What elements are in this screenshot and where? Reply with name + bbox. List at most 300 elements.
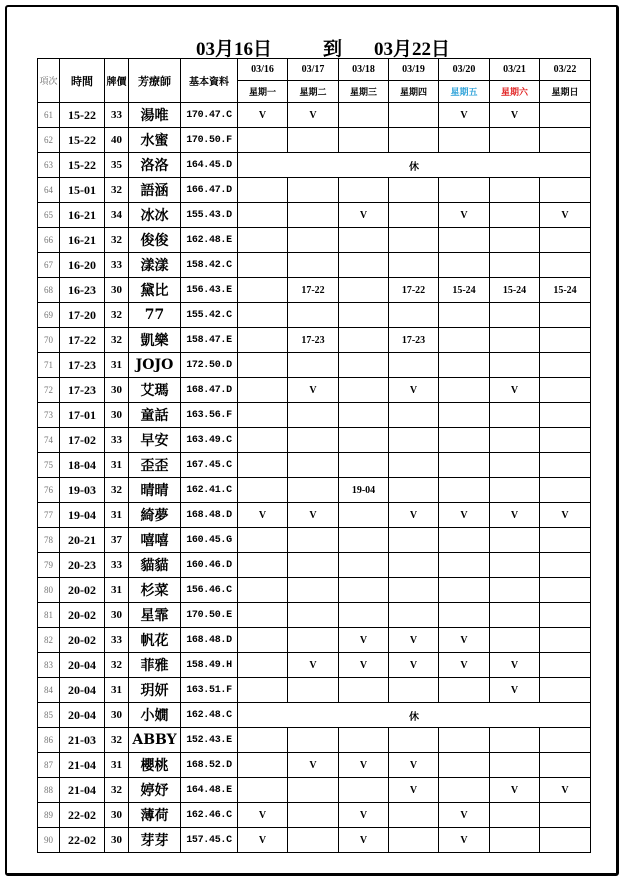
table-row	[38, 403, 591, 428]
table-row	[38, 228, 591, 253]
table-row	[38, 678, 591, 703]
table-row	[38, 703, 591, 728]
row-price: 32	[105, 303, 129, 328]
row-basic-info: 155.42.C	[181, 303, 238, 328]
row-therapist-name: 菲雅	[129, 653, 181, 678]
header-weekday-saturday: 星期六	[490, 81, 540, 103]
row-therapist-name: 漾漾	[129, 253, 181, 278]
schedule-cell: V	[389, 628, 439, 653]
row-basic-info: 162.48.C	[181, 703, 238, 728]
schedule-cell	[490, 428, 540, 453]
schedule-cell	[339, 603, 389, 628]
row-basic-info: 163.56.F	[181, 403, 238, 428]
row-therapist-name: ABBY	[129, 728, 181, 753]
schedule-cell: V	[339, 753, 389, 778]
schedule-cell: V	[288, 653, 339, 678]
schedule-cell	[339, 453, 389, 478]
schedule-cell	[439, 753, 490, 778]
schedule-cell	[288, 578, 339, 603]
schedule-cell	[540, 128, 591, 153]
header-info: 基本資料	[181, 59, 238, 103]
schedule-cell	[389, 828, 439, 853]
schedule-cell	[238, 453, 288, 478]
row-time: 20-02	[60, 628, 105, 653]
header-price: 牌價	[105, 59, 129, 103]
schedule-cell	[238, 328, 288, 353]
schedule-cell: V	[389, 753, 439, 778]
row-therapist-name: 小嫺	[129, 703, 181, 728]
table-row	[38, 778, 591, 803]
schedule-cell	[540, 803, 591, 828]
row-seq: 70	[38, 328, 60, 353]
row-therapist-name: 艾瑪	[129, 378, 181, 403]
row-seq: 62	[38, 128, 60, 153]
schedule-cell	[490, 353, 540, 378]
schedule-cell	[339, 578, 389, 603]
schedule-cell	[238, 778, 288, 803]
header-weekday: 星期日	[540, 81, 591, 103]
table-row	[38, 503, 591, 528]
date-range-title	[0, 34, 630, 58]
schedule-cell	[439, 303, 490, 328]
schedule-cell	[238, 403, 288, 428]
row-therapist-name: 星霏	[129, 603, 181, 628]
row-time: 20-02	[60, 603, 105, 628]
row-basic-info: 168.52.D	[181, 753, 238, 778]
schedule-cell	[540, 328, 591, 353]
row-therapist-name: 童話	[129, 403, 181, 428]
header-weekday: 星期一	[238, 81, 288, 103]
table-row	[38, 803, 591, 828]
schedule-cell	[540, 453, 591, 478]
schedule-cell	[389, 353, 439, 378]
row-therapist-name: 早安	[129, 428, 181, 453]
row-time: 17-20	[60, 303, 105, 328]
schedule-cell	[490, 228, 540, 253]
row-seq: 75	[38, 453, 60, 478]
row-price: 30	[105, 828, 129, 853]
schedule-cell	[238, 128, 288, 153]
row-price: 35	[105, 153, 129, 178]
schedule-cell	[439, 578, 490, 603]
schedule-cell: 15-24	[490, 278, 540, 303]
schedule-cell: V	[288, 103, 339, 128]
row-therapist-name: 冰冰	[129, 203, 181, 228]
table-row	[38, 578, 591, 603]
schedule-cell	[339, 228, 389, 253]
schedule-cell	[540, 253, 591, 278]
row-time: 20-21	[60, 528, 105, 553]
row-basic-info: 163.51.F	[181, 678, 238, 703]
schedule-cell	[238, 353, 288, 378]
schedule-cell	[439, 353, 490, 378]
schedule-cell: V	[389, 653, 439, 678]
schedule-cell	[389, 728, 439, 753]
row-basic-info: 168.48.D	[181, 503, 238, 528]
schedule-cell	[490, 403, 540, 428]
schedule-cell	[540, 553, 591, 578]
row-therapist-name: 俊俊	[129, 228, 181, 253]
row-therapist-name: 芽芽	[129, 828, 181, 853]
schedule-cell	[339, 553, 389, 578]
schedule-cell	[389, 553, 439, 578]
row-price: 30	[105, 703, 129, 728]
row-basic-info: 160.45.G	[181, 528, 238, 553]
row-therapist-name: 洛洛	[129, 153, 181, 178]
row-therapist-name: 黛比	[129, 278, 181, 303]
row-basic-info: 167.45.C	[181, 453, 238, 478]
table-row	[38, 553, 591, 578]
schedule-cell	[540, 628, 591, 653]
schedule-cell	[490, 303, 540, 328]
table-row	[38, 203, 591, 228]
table-row	[38, 753, 591, 778]
table-row	[38, 728, 591, 753]
schedule-cell: V	[238, 103, 288, 128]
schedule-cell: 17-22	[389, 278, 439, 303]
schedule-cell	[288, 478, 339, 503]
schedule-table	[37, 58, 591, 853]
schedule-cell	[540, 603, 591, 628]
table-row	[38, 428, 591, 453]
schedule-cell: V	[490, 103, 540, 128]
schedule-cell	[490, 753, 540, 778]
row-therapist-name: 薄荷	[129, 803, 181, 828]
schedule-cell	[439, 253, 490, 278]
header-weekday-friday: 星期五	[439, 81, 490, 103]
row-price: 33	[105, 428, 129, 453]
schedule-cell	[288, 778, 339, 803]
schedule-cell	[238, 428, 288, 453]
schedule-cell	[389, 478, 439, 503]
row-therapist-name: 凱樂	[129, 328, 181, 353]
schedule-cell: V	[288, 503, 339, 528]
row-basic-info: 170.50.F	[181, 128, 238, 153]
schedule-cell	[288, 603, 339, 628]
row-price: 32	[105, 778, 129, 803]
row-price: 32	[105, 228, 129, 253]
header-date: 03/20	[439, 59, 490, 81]
schedule-cell	[238, 728, 288, 753]
table-row	[38, 828, 591, 853]
schedule-cell	[288, 428, 339, 453]
header-weekday: 星期四	[389, 81, 439, 103]
row-time: 17-01	[60, 403, 105, 428]
schedule-cell	[288, 303, 339, 328]
schedule-cell	[439, 328, 490, 353]
schedule-cell	[490, 253, 540, 278]
table-row	[38, 653, 591, 678]
row-seq: 61	[38, 103, 60, 128]
schedule-cell: V	[439, 503, 490, 528]
row-seq: 84	[38, 678, 60, 703]
schedule-cell	[238, 578, 288, 603]
schedule-cell: V	[339, 803, 389, 828]
schedule-cell	[540, 828, 591, 853]
row-time: 17-02	[60, 428, 105, 453]
schedule-cell	[439, 428, 490, 453]
row-therapist-name: 貓貓	[129, 553, 181, 578]
schedule-cell	[288, 128, 339, 153]
schedule-cell	[389, 178, 439, 203]
schedule-cell	[540, 728, 591, 753]
schedule-cell	[540, 403, 591, 428]
row-seq: 71	[38, 353, 60, 378]
row-price: 33	[105, 253, 129, 278]
schedule-cell	[540, 103, 591, 128]
schedule-cell	[439, 453, 490, 478]
row-basic-info: 168.48.D	[181, 628, 238, 653]
row-time: 15-22	[60, 103, 105, 128]
row-price: 33	[105, 103, 129, 128]
row-seq: 73	[38, 403, 60, 428]
schedule-cell: V	[238, 503, 288, 528]
row-time: 17-23	[60, 353, 105, 378]
header-date: 03/18	[339, 59, 389, 81]
row-time: 21-03	[60, 728, 105, 753]
schedule-cell	[490, 553, 540, 578]
schedule-cell	[339, 303, 389, 328]
schedule-cell	[339, 378, 389, 403]
header-weekday: 星期二	[288, 81, 339, 103]
table-row	[38, 328, 591, 353]
row-seq: 74	[38, 428, 60, 453]
schedule-cell: V	[439, 653, 490, 678]
row-seq: 79	[38, 553, 60, 578]
table-row	[38, 178, 591, 203]
schedule-cell	[490, 128, 540, 153]
row-basic-info: 170.50.E	[181, 603, 238, 628]
row-therapist-name: 櫻桃	[129, 753, 181, 778]
row-therapist-name: JOJO	[129, 353, 181, 378]
row-seq: 90	[38, 828, 60, 853]
schedule-cell	[439, 553, 490, 578]
row-seq: 64	[38, 178, 60, 203]
schedule-cell	[238, 253, 288, 278]
header-date: 03/22	[540, 59, 591, 81]
schedule-cell	[540, 578, 591, 603]
schedule-cell	[238, 603, 288, 628]
row-seq: 87	[38, 753, 60, 778]
row-seq: 65	[38, 203, 60, 228]
schedule-cell: V	[288, 378, 339, 403]
schedule-cell	[339, 353, 389, 378]
row-seq: 67	[38, 253, 60, 278]
header-seq: 項次	[38, 59, 60, 103]
table-row	[38, 153, 591, 178]
row-price: 33	[105, 628, 129, 653]
schedule-cell	[540, 228, 591, 253]
row-price: 31	[105, 453, 129, 478]
schedule-cell	[439, 128, 490, 153]
schedule-cell	[238, 478, 288, 503]
row-basic-info: 158.42.C	[181, 253, 238, 278]
schedule-cell: 19-04	[339, 478, 389, 503]
schedule-cell	[339, 678, 389, 703]
schedule-cell	[238, 378, 288, 403]
schedule-cell	[540, 478, 591, 503]
schedule-cell	[540, 428, 591, 453]
row-basic-info: 162.46.C	[181, 803, 238, 828]
row-basic-info: 163.49.C	[181, 428, 238, 453]
row-time: 16-23	[60, 278, 105, 303]
schedule-cell	[288, 178, 339, 203]
schedule-cell: V	[238, 803, 288, 828]
schedule-cell	[389, 428, 439, 453]
schedule-cell	[439, 778, 490, 803]
row-time: 16-21	[60, 228, 105, 253]
row-therapist-name: 帆花	[129, 628, 181, 653]
row-price: 33	[105, 553, 129, 578]
row-seq: 88	[38, 778, 60, 803]
schedule-cell: V	[339, 628, 389, 653]
schedule-cell: 15-24	[439, 278, 490, 303]
schedule-cell	[288, 828, 339, 853]
row-basic-info: 160.46.D	[181, 553, 238, 578]
row-time: 20-04	[60, 653, 105, 678]
row-basic-info: 152.43.E	[181, 728, 238, 753]
schedule-cell	[490, 528, 540, 553]
table-row	[38, 603, 591, 628]
schedule-cell	[339, 328, 389, 353]
table-row	[38, 528, 591, 553]
table-row	[38, 378, 591, 403]
schedule-cell	[540, 678, 591, 703]
row-basic-info: 156.46.C	[181, 578, 238, 603]
row-basic-info: 170.47.C	[181, 103, 238, 128]
schedule-cell	[288, 253, 339, 278]
schedule-cell	[540, 303, 591, 328]
schedule-cell	[540, 178, 591, 203]
row-time: 20-04	[60, 678, 105, 703]
schedule-cell	[238, 678, 288, 703]
schedule-cell	[540, 353, 591, 378]
schedule-cell	[490, 603, 540, 628]
header-weekday: 星期三	[339, 81, 389, 103]
schedule-cell	[439, 678, 490, 703]
schedule-cell: 17-23	[288, 328, 339, 353]
row-therapist-name: 水蜜	[129, 128, 181, 153]
row-seq: 66	[38, 228, 60, 253]
schedule-cell: V	[389, 378, 439, 403]
row-price: 30	[105, 278, 129, 303]
row-seq: 69	[38, 303, 60, 328]
row-time: 19-04	[60, 503, 105, 528]
schedule-cell	[439, 528, 490, 553]
row-therapist-name: 綺夢	[129, 503, 181, 528]
row-price: 32	[105, 478, 129, 503]
row-seq: 77	[38, 503, 60, 528]
row-price: 30	[105, 603, 129, 628]
row-seq: 78	[38, 528, 60, 553]
table-row	[38, 303, 591, 328]
schedule-cell	[389, 578, 439, 603]
row-seq: 63	[38, 153, 60, 178]
schedule-cell	[490, 453, 540, 478]
schedule-cell	[389, 303, 439, 328]
schedule-cell	[238, 628, 288, 653]
row-seq: 68	[38, 278, 60, 303]
row-time: 15-01	[60, 178, 105, 203]
schedule-cell	[439, 478, 490, 503]
row-time: 19-03	[60, 478, 105, 503]
row-basic-info: 158.47.E	[181, 328, 238, 353]
row-basic-info: 164.45.D	[181, 153, 238, 178]
schedule-cell	[288, 353, 339, 378]
row-basic-info: 158.49.H	[181, 653, 238, 678]
schedule-cell	[389, 453, 439, 478]
row-basic-info: 168.47.D	[181, 378, 238, 403]
row-time: 20-04	[60, 703, 105, 728]
header-date: 03/16	[238, 59, 288, 81]
row-basic-info: 157.45.C	[181, 828, 238, 853]
schedule-cell: V	[490, 653, 540, 678]
schedule-cell: 17-23	[389, 328, 439, 353]
table-row	[38, 353, 591, 378]
schedule-cell	[339, 778, 389, 803]
schedule-cell: 15-24	[540, 278, 591, 303]
row-time: 15-22	[60, 153, 105, 178]
row-seq: 72	[38, 378, 60, 403]
row-time: 15-22	[60, 128, 105, 153]
schedule-cell	[389, 803, 439, 828]
schedule-cell	[339, 178, 389, 203]
schedule-cell	[439, 228, 490, 253]
row-therapist-name: 晴晴	[129, 478, 181, 503]
row-seq: 83	[38, 653, 60, 678]
row-time: 18-04	[60, 453, 105, 478]
row-price: 37	[105, 528, 129, 553]
schedule-cell	[439, 378, 490, 403]
row-price: 32	[105, 728, 129, 753]
range-connector: 到	[323, 39, 343, 60]
schedule-cell	[238, 303, 288, 328]
row-price: 31	[105, 578, 129, 603]
row-seq: 80	[38, 578, 60, 603]
schedule-cell	[288, 728, 339, 753]
schedule-cell: V	[389, 503, 439, 528]
schedule-cell	[540, 378, 591, 403]
schedule-cell: V	[540, 778, 591, 803]
row-time: 16-21	[60, 203, 105, 228]
row-time: 21-04	[60, 753, 105, 778]
row-price: 40	[105, 128, 129, 153]
schedule-cell	[439, 403, 490, 428]
row-time: 16-20	[60, 253, 105, 278]
row-basic-info: 162.41.C	[181, 478, 238, 503]
schedule-cell	[288, 553, 339, 578]
row-therapist-name: 語涵	[129, 178, 181, 203]
schedule-cell	[490, 628, 540, 653]
schedule-cell	[238, 278, 288, 303]
schedule-rows	[38, 103, 591, 853]
schedule-cell	[238, 228, 288, 253]
schedule-cell: V	[540, 203, 591, 228]
schedule-cell	[238, 553, 288, 578]
header-date: 03/21	[490, 59, 540, 81]
row-price: 31	[105, 353, 129, 378]
row-therapist-name: 玥妍	[129, 678, 181, 703]
schedule-cell	[490, 803, 540, 828]
table-row	[38, 128, 591, 153]
schedule-cell: V	[490, 778, 540, 803]
schedule-cell: V	[490, 503, 540, 528]
schedule-cell	[490, 828, 540, 853]
row-seq: 82	[38, 628, 60, 653]
row-time: 22-02	[60, 803, 105, 828]
schedule-cell: V	[339, 203, 389, 228]
row-time: 20-02	[60, 578, 105, 603]
